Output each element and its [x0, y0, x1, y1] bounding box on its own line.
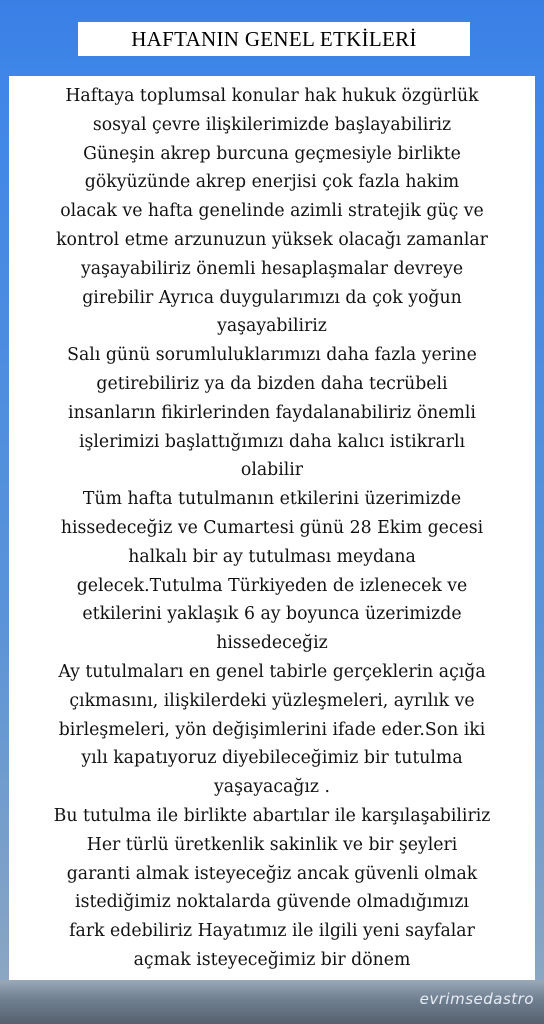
- text-panel: [9, 76, 535, 980]
- text-line: Salı günü sorumluluklarımızı daha fazla yerine: [67, 345, 477, 366]
- text-line: etkilerini yaklaşık 6 ay boyunca üzerimizde: [82, 604, 462, 625]
- text-line: sosyal çevre ilişkilerimizde başlayabiliriz: [92, 114, 452, 135]
- left-background-strip: [0, 76, 9, 980]
- page-title: HAFTANIN GENEL ETKİLERİ: [131, 26, 417, 51]
- text-line: Haftaya toplumsal konular hak hukuk özgürlük: [65, 86, 479, 106]
- text-line: yaşayacağız .: [214, 777, 330, 798]
- text-line: yaşayabiliriz: [217, 316, 327, 337]
- title-banner: [78, 22, 470, 56]
- text-line: yaşayabiliriz önemli hesaplaşmalar devreye: [80, 258, 464, 279]
- text-line: Bu tutulma ile birlikte abartılar ile karşılaşabiliriz: [53, 805, 491, 826]
- text-line: Her türlü üretkenlik sakinlik ve bir şeyleri: [86, 834, 458, 855]
- text-line: Tüm hafta tutulmanın etkilerini üzerimizde: [82, 489, 462, 510]
- right-background-strip: [535, 76, 544, 980]
- text-line: getirebiliriz ya da bizden daha tecrübeli: [96, 373, 448, 394]
- text-line: garanti almak isteyeceğiz ancak güvenli olmak: [66, 863, 478, 884]
- text-line: hissedeceğiz: [216, 633, 328, 654]
- text-line: açmak isteyeceğimiz bir dönem: [133, 949, 411, 970]
- text-line: hissedeceğiz ve Cumartesi günü 28 Ekim gecesi: [60, 517, 484, 538]
- text-line: yılı kapatıyoruz diyebileceğimiz bir tutulma: [81, 748, 463, 769]
- text-line: Güneşin akrep burcuna geçmesiyle birlikte: [83, 143, 461, 164]
- text-line: Ay tutulmaları en genel tabirle gerçeklerin açığa: [58, 661, 486, 682]
- text-line: birleşmeleri, yön değişimlerini ifade eder.Son iki: [58, 719, 486, 740]
- text-line: gökyüzünde akrep enerjisi çok fazla hakim: [84, 172, 460, 193]
- text-line: işlerimizi başlattığımızı daha kalıcı istikrarlı: [78, 431, 466, 452]
- text-line: fark edebiliriz Hayatımız ile ilgili yeni sayfalar: [69, 921, 475, 942]
- text-line: olabilir: [240, 460, 304, 481]
- text-line: olacak ve hafta genelinde azimli stratejik güç ve: [60, 201, 484, 222]
- text-line: kontrol etme arzunuzun yüksek olacağı zamanlar: [56, 229, 488, 250]
- text-line: insanların fikirlerinden faydalanabiliriz önemli: [68, 402, 476, 423]
- text-line: çıkmasını, ilişkilerdeki yüzleşmeleri, ayrılık ve: [69, 690, 475, 711]
- text-line: halkalı bir ay tutulması meydana: [128, 546, 416, 567]
- text-line: istediğimiz noktalarda güvende olmadığımızı: [75, 892, 469, 913]
- text-line: girebilir Ayrıca duygularımızı da çok yoğun: [82, 287, 462, 308]
- text-line: gelecek.Tutulma Türkiyeden de izlenecek ve: [76, 575, 468, 596]
- watermark-text: evrimsedastro: [419, 990, 534, 1008]
